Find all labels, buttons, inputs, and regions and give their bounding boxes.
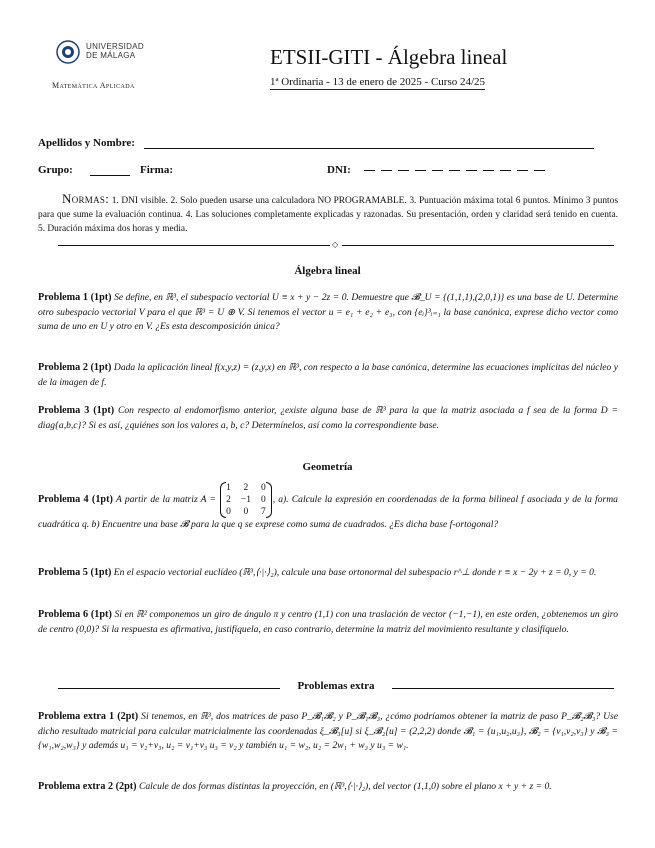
- problem-3-label: Problema 3 (1pt): [38, 405, 115, 416]
- matrix-cell: 7: [260, 507, 266, 517]
- university-seal-icon: [56, 40, 80, 64]
- problem-extra-1-text: Si tenemos, en ℝ³, dos matrices de paso P_𝓑₁𝓑₂ y P_𝓑₁𝓑₃, ¿cómo podríamos obtener la matriz de paso P_𝓑₂𝓑₃? Use dicho resultado matricial para calcular matricialmente las coordenadas ξ_𝓑₃[u] si ξ_𝓑₂[u] = (2,2,2) donde 𝓑₁ = {u₁,u₂,u₃}, 𝓑₂ = {v₁,v₂,v₃} y 𝓑₃ = {w₁,w₂,w₃} y además u₁ = v₂+v₃, u₂ = v₁+v₃ u₃ = v₂ y también u₁ = w₂, u₂ = 2w₁ + w₃ y u₃ = w₁.: [38, 711, 619, 751]
- problem-4: [38, 482, 618, 533]
- exam-rules: [38, 192, 618, 236]
- problem-6-label: Problema 6 (1pt): [38, 609, 112, 620]
- problem-extra-1-label: Problema extra 1 (2pt): [38, 711, 139, 722]
- rules-divider: ◇: [58, 241, 614, 251]
- matrix-cell: 0: [243, 507, 249, 517]
- problem-1: [38, 291, 618, 335]
- dni-blanks[interactable]: [364, 170, 545, 171]
- exam-subtitle: 1ª Ordinaria - 13 de enero de 2025 - Curso 24/25: [270, 76, 486, 88]
- problem-extra-1: [38, 710, 618, 754]
- problem-1-text: Se define, en ℝ³, el subespacio vectorial U ≡ x + y − 2z = 0. Demuestre que 𝓑_U = {(1,1,1),(2,0,1)} es una base de U. Determine otro subespacio vectorial V para el que ℝ³ = U ⊕ V. Si tenemos el vector u = e₁ + e₂ + e₃, con {eᵢ}³ᵢ₌₁ la base canónica, exprese dicho vector como suma de uno en U y otro en V. ¿Es esta descomposición única?: [38, 292, 619, 332]
- rules-text: 1. DNI visible. 2. Solo pueden usarse una calculadora NO PROGRAMABLE. 3. Puntuación máxima total 6 puntos. Mínimo 3 puntos para que sume la evaluación continua. 4. Las soluciones completamente explicadas y razonadas. Su presentación, orden y claridad será tenido en cuenta. 5. Duración máxima dos horas y media.: [38, 196, 618, 234]
- problem-4-text-before: A partir de la matriz A =: [116, 494, 216, 506]
- matrix-cell: 0: [260, 483, 266, 493]
- rules-title: Normas:: [62, 191, 110, 206]
- problem-6: [38, 608, 618, 637]
- section-extra-title: Problemas extra: [297, 680, 375, 692]
- problem-1-label: Problema 1 (1pt): [38, 292, 112, 303]
- signature-line[interactable]: [182, 175, 312, 176]
- name-line[interactable]: [144, 148, 594, 149]
- problem-3: [38, 404, 618, 433]
- problem-extra-2-text: Calcule de dos formas distintas la proyección, en (ℝ³,⟨·|·⟩₂), del vector (1,1,0) sobre el plano x + y + z = 0.: [138, 781, 552, 792]
- matrix-cell: 0: [260, 495, 266, 505]
- problem-5: [38, 566, 618, 581]
- problem-5-label: Problema 5 (1pt): [38, 567, 112, 578]
- matrix-cell: 2: [226, 495, 231, 505]
- problem-3-text: Con respecto al endomorfismo anterior, ¿existe alguna base de ℝ³ para la que la matriz asociada a f sea de la forma D = diag{a,b,c}? Si es así, ¿quiénes son los valores a, b, c? Determínelos, así como la correspondiente base.: [38, 405, 618, 431]
- matrix-a: [221, 482, 271, 518]
- section-geometry: Geometría: [302, 461, 353, 473]
- problem-extra-2-label: Problema extra 2 (2pt): [38, 781, 137, 792]
- matrix-cell: 2: [243, 483, 249, 493]
- exam-title: ETSII-GITI - Álgebra lineal: [270, 45, 508, 69]
- university-name: UNIVERSIDAD DE MÁLAGA: [86, 42, 144, 60]
- signature-label: Firma:: [140, 164, 173, 176]
- problem-5-text: En el espacio vectorial euclídeo (ℝ³,⟨·|·⟩₂), calcule una base ortonormal del subespacio r^⊥ donde r ≡ x − 2y + z = 0, y = 0.: [113, 567, 597, 578]
- dni-label: DNI:: [327, 164, 351, 176]
- problem-extra-2: [38, 780, 618, 795]
- matrix-cell: −1: [240, 495, 251, 505]
- department-name: Matemática Aplicada: [52, 81, 135, 90]
- group-label: Grupo:: [38, 164, 73, 176]
- problem-4-label: Problema 4 (1pt): [38, 494, 113, 506]
- matrix-cell: 1: [226, 483, 231, 493]
- problem-2: [38, 361, 618, 390]
- problem-2-label: Problema 2 (1pt): [38, 362, 112, 373]
- group-line[interactable]: [90, 175, 130, 176]
- matrix-cell: 0: [226, 507, 231, 517]
- name-label: Apellidos y Nombre:: [38, 137, 135, 149]
- problem-6-text: Si en ℝ² componemos un giro de ángulo π y centro (1,1) con una traslación de vector (−1,−1), en este orden, ¿obtenemos un giro de centro (0,0)? Si la respuesta es afirmativa, justifíquela, en caso contrario, determine la matriz del movimiento resultante y clasifíquelo.: [38, 609, 618, 635]
- section-algebra: Álgebra lineal: [294, 265, 361, 277]
- problem-2-text: Dada la aplicación lineal f(x,y,z) = (z,y,x) en ℝ³, con respecto a la base canónica, determine las ecuaciones implícitas del núcleo y de la imagen de f.: [38, 362, 618, 388]
- problem-4-text-after: , a). Calcule la expresión en coordenadas de la forma bilineal f asociada y de la forma cuadrática q. b) Encuentre una base 𝓑 para la que q se exprese como suma de cuadrados. ¿Es dicha base f-ortogonal?: [38, 494, 618, 530]
- section-extra: [58, 680, 614, 694]
